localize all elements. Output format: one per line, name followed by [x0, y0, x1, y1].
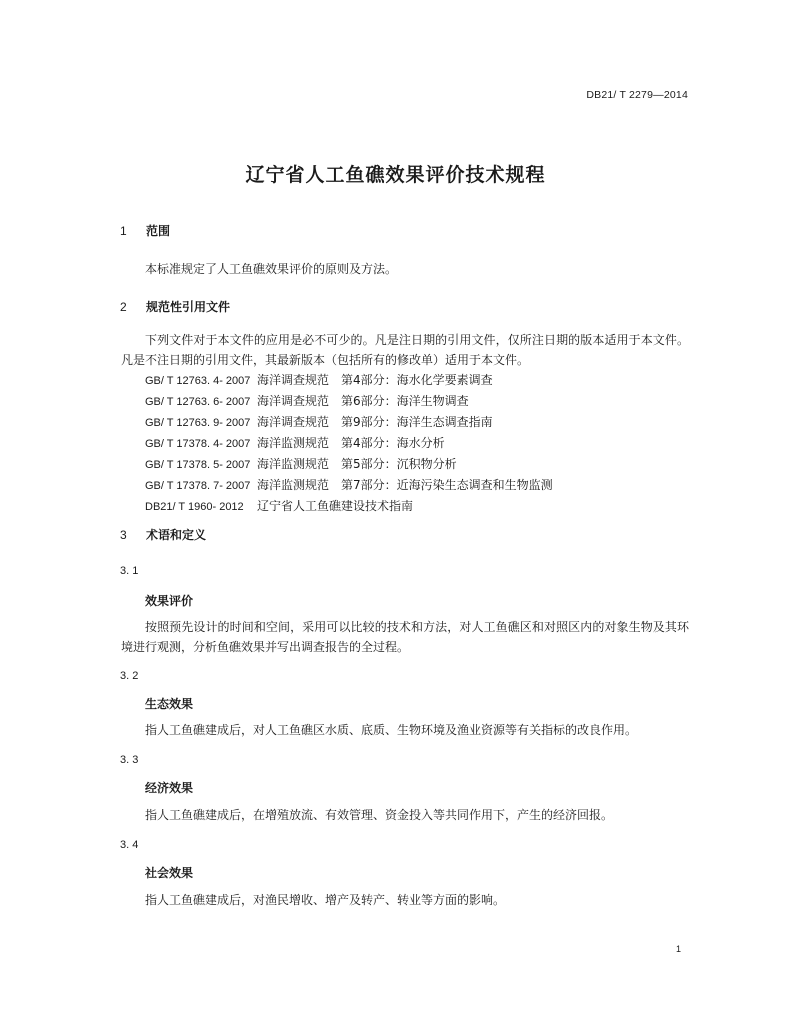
reference-code: GB/ T 12763. 4- 2007	[145, 375, 251, 387]
reference-part: 第4部分：海水化学要素调查	[341, 373, 493, 387]
term-definition: 按照预先设计的时间和空间，采用可以比较的技术和方法，对人工鱼礁区和对照区内的对象生物及其环境进行观测，分析鱼礁效果并写出调查报告的全过程。	[121, 620, 689, 654]
section-1-paragraph: 本标准规定了人工鱼礁效果评价的原则及方法。	[145, 262, 398, 276]
clause-number: 3. 2	[120, 670, 139, 682]
document-title: 辽宁省人工鱼礁效果评价技术规程	[245, 164, 546, 186]
reference-part: 第7部分：近海污染生态调查和生物监测	[341, 478, 553, 492]
clause-number: 3. 1	[120, 565, 139, 577]
reference-code: GB/ T 17378. 4- 2007	[145, 438, 251, 450]
reference-part: 第9部分：海洋生态调查指南	[341, 415, 493, 429]
section-3-heading	[120, 526, 206, 543]
clause-number: 3. 3	[120, 754, 139, 766]
reference-name: 海洋调查规范	[257, 373, 330, 387]
reference-item	[145, 412, 553, 433]
reference-part: 第6部分：海洋生物调查	[341, 394, 469, 408]
term-definition: 指人工鱼礁建成后，对人工鱼礁区水质、底质、生物环境及渔业资源等有关指标的改良作用。	[145, 723, 638, 737]
reference-code: GB/ T 12763. 9- 2007	[145, 417, 251, 429]
section-2-intro-paragraph: 下列文件对于本文件的应用是必不可少的。凡是注日期的引用文件，仅所注日期的版本适用于本文件。凡是不注日期的引用文件，其最新版本（包括所有的修改单）适用于本文件。	[121, 333, 689, 367]
reference-name: 海洋监测规范	[257, 436, 330, 450]
reference-name: 海洋监测规范	[257, 457, 330, 471]
reference-name: 海洋监测规范	[257, 478, 330, 492]
term-definition: 指人工鱼礁建成后，对渔民增收、增产及转产、转业等方面的影响。	[145, 893, 506, 907]
term-title: 经济效果	[145, 781, 194, 795]
page-number: 1	[676, 944, 682, 954]
reference-list	[145, 370, 553, 517]
reference-part: 第4部分：海水分析	[341, 436, 445, 450]
reference-item	[145, 496, 553, 517]
section-number: 1	[120, 224, 127, 238]
reference-name: 海洋调查规范	[257, 415, 330, 429]
reference-item	[145, 454, 553, 475]
reference-code: GB/ T 17378. 7- 2007	[145, 480, 251, 492]
term-title: 效果评价	[145, 594, 194, 608]
section-number: 3	[120, 528, 127, 542]
section-title: 范围	[146, 224, 171, 238]
reference-item	[145, 370, 553, 391]
reference-code: DB21/ T 1960- 2012	[145, 501, 244, 513]
reference-code: GB/ T 12763. 6- 2007	[145, 396, 251, 408]
reference-code: GB/ T 17378. 5- 2007	[145, 459, 251, 471]
reference-part: 第5部分：沉积物分析	[341, 457, 457, 471]
reference-item	[145, 475, 553, 496]
reference-item	[145, 433, 553, 454]
reference-name: 辽宁省人工鱼礁建设技术指南	[257, 499, 414, 513]
term-definition: 指人工鱼礁建成后，在增殖放流、有效管理、资金投入等共同作用下，产生的经济回报。	[145, 808, 614, 822]
section-2-heading	[120, 298, 230, 315]
term-title: 社会效果	[145, 866, 194, 880]
section-number: 2	[120, 300, 127, 314]
standard-number: DB21/ T 2279—2014	[586, 89, 688, 101]
section-title: 规范性引用文件	[146, 300, 231, 314]
section-1-heading	[120, 222, 170, 239]
term-title: 生态效果	[145, 697, 194, 711]
section-title: 术语和定义	[146, 528, 207, 542]
reference-item	[145, 391, 553, 412]
clause-number: 3. 4	[120, 839, 139, 851]
reference-name: 海洋调查规范	[257, 394, 330, 408]
